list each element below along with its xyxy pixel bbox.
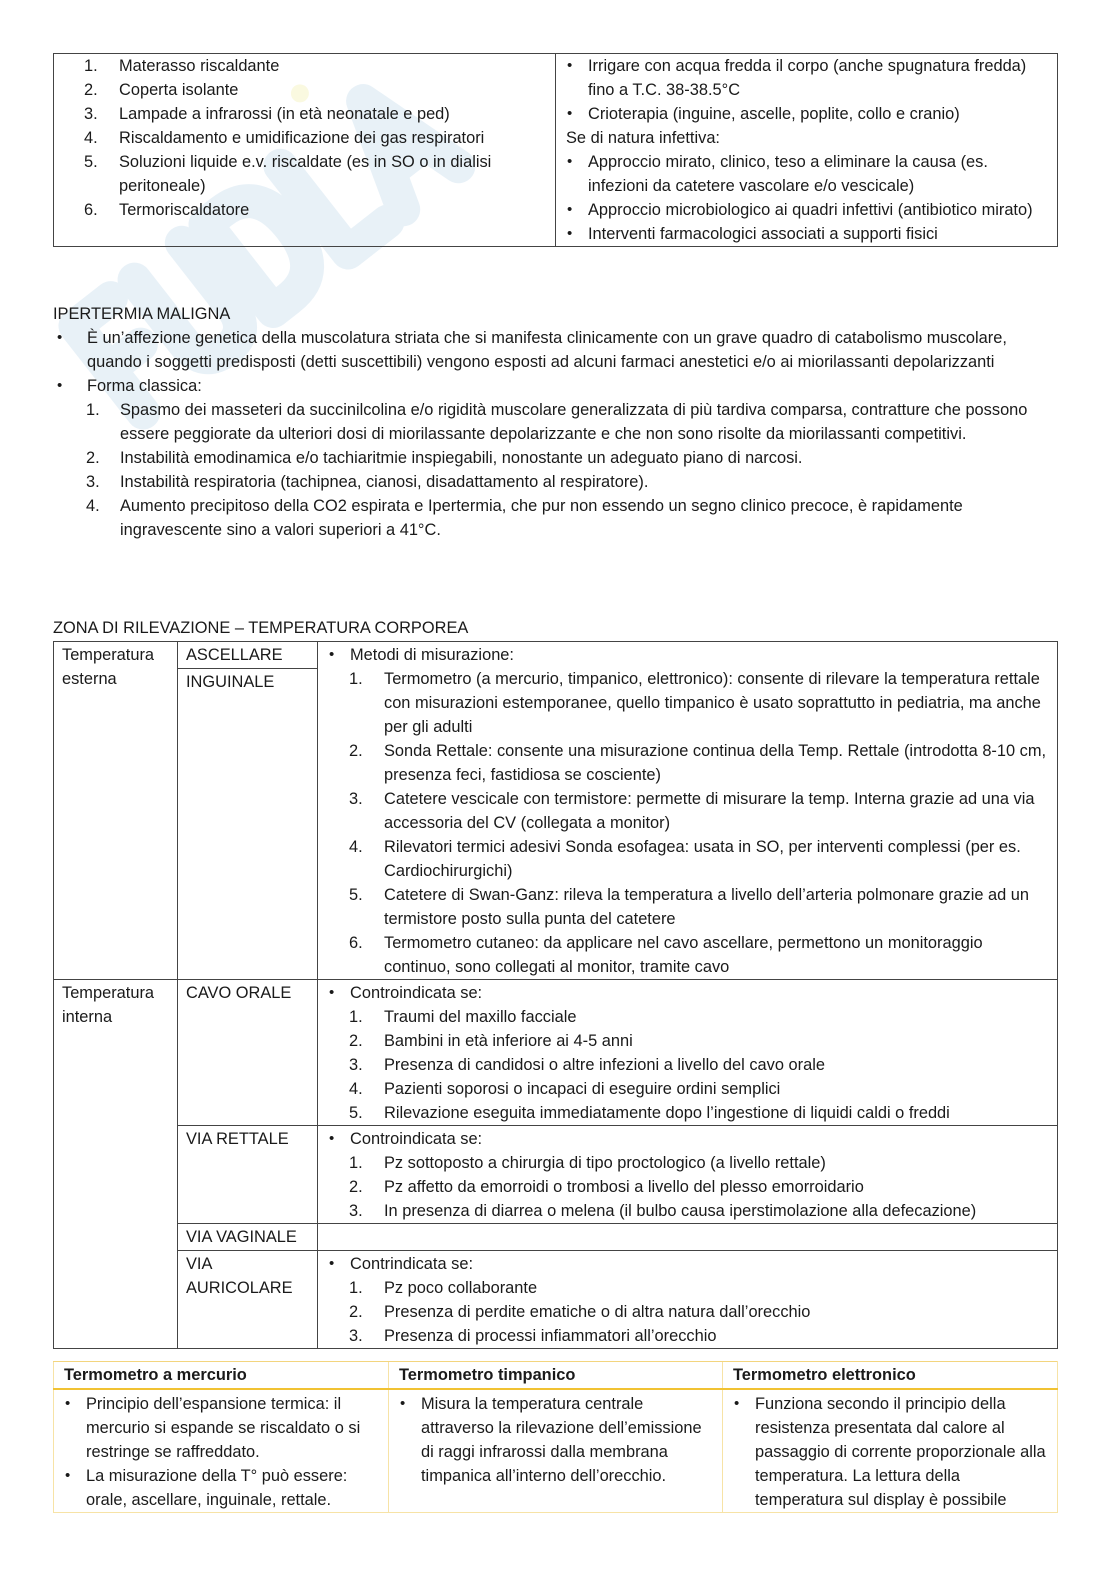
list-item: 1. Pz poco collaborante xyxy=(349,1279,538,1297)
list-item: • Contrindicata se: 1. Pz poco collaborante 2. Presenza di perdite ematiche o di altra natura dall’orecchio 3. Presenza di processi infiammatori all’orecchio xyxy=(328,1252,1051,1348)
heating-methods-list xyxy=(54,54,555,222)
list-item: • Forma classica: xyxy=(53,374,1057,398)
list-item: 2. Bambini in età inferiore ai 4-5 anni xyxy=(349,1032,633,1050)
site-cavo-orale: CAVO ORALE xyxy=(178,980,318,1126)
list-item: • Irrigare con acqua fredda il corpo (anche spugnatura fredda) fino a T.C. 38-38.5°C xyxy=(566,54,1051,102)
list-item: 3. Presenza di processi infiammatori all’orecchio xyxy=(349,1327,717,1345)
site-via-auricolare: VIA AURICOLARE xyxy=(178,1251,318,1349)
list-item: • Approccio microbiologico ai quadri infettivi (antibiotico mirato) xyxy=(566,198,1051,222)
malignant-bullets xyxy=(53,326,1057,398)
elettronico-list xyxy=(733,1392,1051,1512)
elettronico-cell xyxy=(723,1389,1058,1513)
list-item: • Funziona secondo il principio della resistenza presentata dal calore al passaggio di corrente proporzionale alla temperatura. La lettura della temperatura sul display è possibile xyxy=(733,1392,1051,1512)
list-item: 1. Materasso riscaldante xyxy=(84,57,280,75)
list-item: • Controindicata se: 1. Traumi del maxillo facciale 2. Bambini in età inferiore ai 4-5 anni 3. Presenza di candidosi o altre infezioni a livello del cavo orale 4. Pazienti soporosi o incapaci di eseguire ordini semplici 5. Rilevazione eseguita immediatamente dopo l’ingestione di liquidi caldi o freddi xyxy=(328,981,1051,1125)
auricolare-contraindications-cell xyxy=(318,1251,1058,1349)
cooling-methods-list-a xyxy=(556,54,1051,126)
list-item: 3. Instabilità respiratoria (tachipnea, cianosi, disadattamento al respiratore). xyxy=(86,473,649,491)
site-via-vaginale: VIA VAGINALE xyxy=(178,1224,318,1251)
rettale-contraindications-cell xyxy=(318,1126,1058,1224)
list-item: 1. Spasmo dei masseteri da succinilcolina e/o rigidità muscolare generalizzata di più tardiva comparsa, contratture che possono essere peggiorate da ulteriori dosi di miorilassante depolarizzante e che non sono risolte da miorilassanti competitivi. xyxy=(86,401,1028,443)
list-item: 4. Aumento precipitoso della CO2 espirata e Ipertermia, che pur non essendo un segno clinico precoce, è rapidamente ingravescente sino a valori superiori a 41°C. xyxy=(86,497,963,539)
thermometer-table xyxy=(53,1361,1058,1513)
list-item: 3. Lampade a infrarossi (in età neonatale e ped) xyxy=(84,105,450,123)
list-item: 3. Catetere vescicale con termistore: permette di misurare la temp. Interna grazie ad una via accessoria del CV (collegata a monitor) xyxy=(349,790,1035,832)
header-mercurio: Termometro a mercurio xyxy=(54,1362,389,1390)
list-item: 1. Traumi del maxillo facciale xyxy=(349,1008,577,1026)
list-item: 2. Sonda Rettale: consente una misurazione continua della Temp. Rettale (introdotta 8-10 cm, presenza feci, fastidiosa se cosciente) xyxy=(349,742,1047,784)
zone-title: ZONA DI RILEVAZIONE – TEMPERATURA CORPOREA xyxy=(53,619,469,637)
external-methods-bullets xyxy=(328,643,1051,979)
list-item: 1. Pz sottoposto a chirurgia di tipo proctologico (a livello rettale) xyxy=(349,1154,826,1172)
section-title: IPERTERMIA MALIGNA xyxy=(53,305,231,323)
timpanico-list xyxy=(399,1392,716,1488)
list-item: 2. Presenza di perdite ematiche o di altra natura dall’orecchio xyxy=(349,1303,811,1321)
orale-bullets xyxy=(328,981,1051,1125)
list-item: • Principio dell’espansione termica: il mercurio si espande se riscaldato o si restringe se raffreddato. xyxy=(64,1392,382,1464)
list-item: • Interventi farmacologici associati a supporti fisici xyxy=(566,222,1051,246)
list-item: 6. Termometro cutaneo: da applicare nel cavo ascellare, permettono un monitoraggio continuo, sono collegati al monitor, tramite cavo xyxy=(349,934,983,976)
list-item: 3. Presenza di candidosi o altre infezioni a livello del cavo orale xyxy=(349,1056,825,1074)
cooling-heating-table xyxy=(53,53,1058,247)
list-item: 2. Pz affetto da emorroidi o trombosi a livello del plesso emorroidario xyxy=(349,1178,864,1196)
external-temperature-cell: Temperatura esterna xyxy=(54,642,178,980)
rettale-contraindications-list xyxy=(328,1151,1051,1223)
list-item: 1. Termometro (a mercurio, timpanico, elettronico): consente di rilevare la temperatura rettale con misurazioni estemporanee, quello timpanico è usato soprattutto in pediatria, ma anche per gli adulti xyxy=(349,670,1041,736)
mercurio-list xyxy=(64,1392,382,1512)
measurement-zone-table xyxy=(53,641,1058,1349)
malignant-hyperthermia-section xyxy=(53,302,1057,542)
list-item: 5. Soluzioni liquide e.v. riscaldate (es in SO o in dialisi peritoneale) xyxy=(84,153,492,195)
infective-label: Se di natura infettiva: xyxy=(566,129,720,147)
header-timpanico: Termometro timpanico xyxy=(389,1362,723,1390)
orale-contraindications-list xyxy=(328,1005,1051,1125)
list-item: 3. In presenza di diarrea o melena (il bulbo causa iperstimolazione alla defecazione) xyxy=(349,1202,977,1220)
internal-temperature-cell: Temperatura interna xyxy=(54,980,178,1349)
orale-contraindications-cell xyxy=(318,980,1058,1126)
cooling-methods-list-b xyxy=(556,150,1051,246)
auricolare-bullets xyxy=(328,1252,1051,1348)
external-methods-list xyxy=(328,667,1051,979)
list-item: • Approccio mirato, clinico, teso a eliminare la causa (es. infezioni da catetere vascolare e/o vescicale) xyxy=(566,150,1051,198)
auricolare-contraindications-list xyxy=(328,1276,1051,1348)
site-via-rettale: VIA RETTALE xyxy=(178,1126,318,1224)
external-methods-cell xyxy=(318,642,1058,980)
list-item: 4. Rilevatori termici adesivi Sonda esofagea: usata in SO, per interventi complessi (per es. Cardiochirurgichi) xyxy=(349,838,1021,880)
list-item: 2. Instabilità emodinamica e/o tachiaritmie inspiegabili, nonostante un adeguato piano di narcosi. xyxy=(86,449,803,467)
list-item: 5. Catetere di Swan-Ganz: rileva la temperatura a livello dell’arteria polmonare grazie ad un termistore posto sulla punta del catetere xyxy=(349,886,1030,928)
list-item: • Misura la temperatura centrale attraverso la rilevazione dell’emissione di raggi infrarossi dalla membrana timpanica all’interno dell’orecchio. xyxy=(399,1392,716,1488)
classic-form-list xyxy=(53,398,1057,542)
site-inguinale: INGUINALE xyxy=(178,669,318,980)
rettale-bullets xyxy=(328,1127,1051,1223)
timpanico-cell xyxy=(389,1389,723,1513)
cooling-methods-cell xyxy=(556,54,1058,247)
list-item: 2. Coperta isolante xyxy=(84,81,239,99)
list-item: • Metodi di misurazione: 1. Termometro (a mercurio, timpanico, elettronico): consente di rilevare la temperatura rettale con misurazioni estemporanee, quello timpanico è usato soprattutto in pediatria, ma anche per gli adulti 2. Sonda Rettale: consente una misurazione continua della Temp. Rettale (introdotta 8-10 cm, presenza feci, fastidiosa se cosciente) 3. Catetere vescicale con termistore: permette di misurare la temp. Interna grazie ad una via accessoria del CV (collegata a monitor) 4. Rilevatori termici adesivi Sonda esofagea: usata in SO, per interventi complessi (per es. Cardiochirurgichi) 5. Catetere di Swan-Ganz: rileva la temperatura a livello dell’arteria polmonare grazie ad un termistore posto sulla punta del catetere 6. Termometro cutaneo: da applicare nel cavo ascellare, permettono un monitoraggio continuo, sono collegati al monitor, tramite cavo xyxy=(328,643,1051,979)
list-item: • La misurazione della T° può essere: orale, ascellare, inguinale, rettale. xyxy=(64,1464,382,1512)
list-item: • Controindicata se: 1. Pz sottoposto a chirurgia di tipo proctologico (a livello rettale) 2. Pz affetto da emorroidi o trombosi a livello del plesso emorroidario 3. In presenza di diarrea o melena (il bulbo causa iperstimolazione alla defecazione) xyxy=(328,1127,1051,1223)
vaginale-empty-cell xyxy=(318,1224,1058,1251)
heating-methods-cell xyxy=(54,54,556,247)
list-item: 5. Rilevazione eseguita immediatamente dopo l’ingestione di liquidi caldi o freddi xyxy=(349,1104,950,1122)
list-item: 6. Termoriscaldatore xyxy=(84,201,250,219)
list-item: 4. Riscaldamento e umidificazione dei gas respiratori xyxy=(84,129,485,147)
list-item: • È un’affezione genetica della muscolatura striata che si manifesta clinicamente con un grave quadro di catabolismo muscolare, quando i soggetti predisposti (detti suscettibili) vengono esposti ad alcuni farmaci anestetici e/o ai miorilassanti depolarizzanti xyxy=(53,326,1057,374)
site-ascellare: ASCELLARE xyxy=(178,642,318,669)
list-item: • Crioterapia (inguine, ascelle, poplite, collo e cranio) xyxy=(566,102,1051,126)
mercurio-cell xyxy=(54,1389,389,1513)
list-item: 4. Pazienti soporosi o incapaci di eseguire ordini semplici xyxy=(349,1080,781,1098)
header-elettronico: Termometro elettronico xyxy=(723,1362,1058,1390)
